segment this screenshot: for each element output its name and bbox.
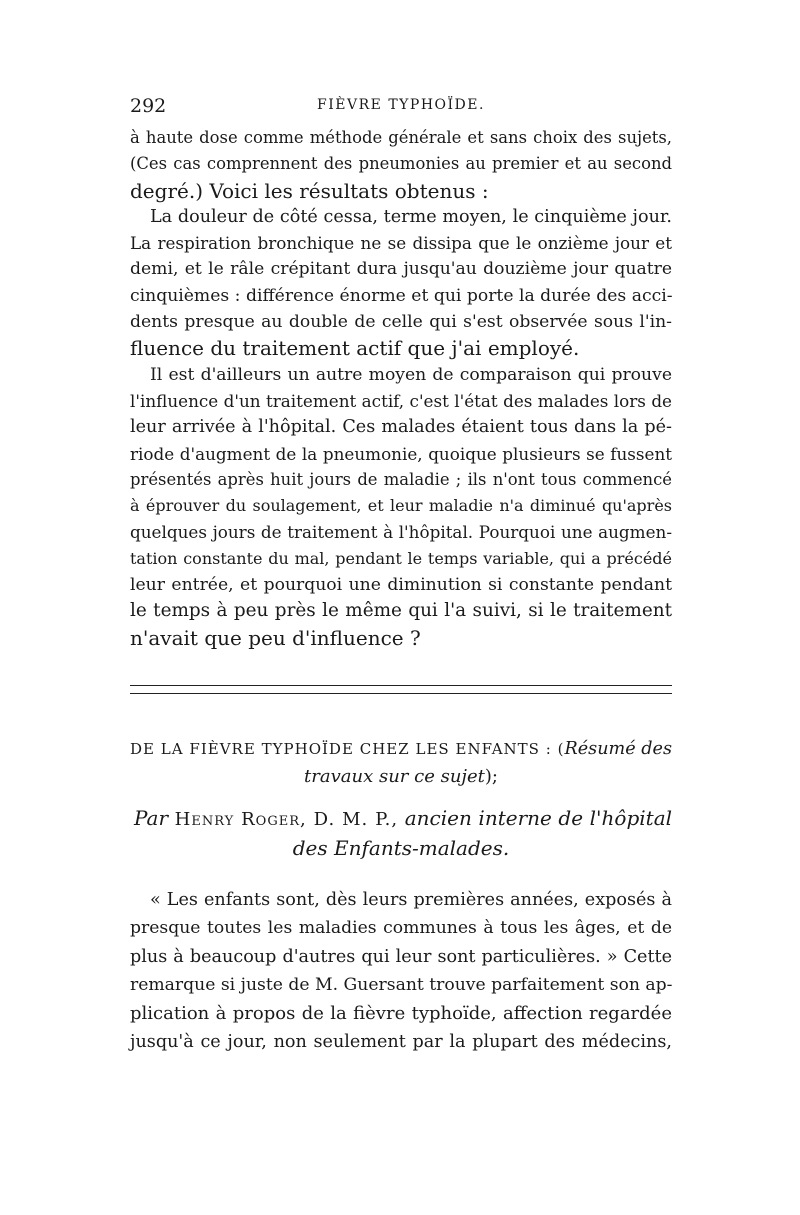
text-line: l'influence d'un traitement actif, c'est l'état des malades lors de (130, 390, 672, 411)
text-line: à éprouver du soulagement, et leur maladie n'a diminué qu'après (130, 496, 672, 516)
heading-suffix: ); (484, 765, 498, 787)
text-line: La douleur de côté cessa, terme moyen, le cinquième jour. (150, 206, 672, 227)
text-line: plication à propos de la fièvre typhoïde, affection regardée (130, 1002, 672, 1024)
text-line: n'avait que peu d'influence ? (130, 625, 421, 650)
author-role: ancien interne de l'hôpital (404, 805, 673, 830)
section-children-text (130, 886, 672, 1057)
text-line: leur entrée, et pourquoi une diminution si constante pendant (130, 575, 672, 596)
text-line: Il est d'ailleurs un autre moyen de comparaison qui prouve (150, 364, 672, 385)
text-line: à haute dose comme méthode générale et sans choix des sujets, (130, 128, 672, 147)
section-divider-rule (130, 685, 672, 694)
text-line: demi, et le râle crépitant dura jusqu'au douzième jour quatre (130, 259, 672, 280)
text-line: cinquièmes : différence énorme et qui porte la durée des acci- (130, 285, 673, 306)
text-line: présentés après huit jours de maladie ; ils n'ont tous commencé (130, 469, 672, 489)
text-line: jusqu'à ce jour, non seulement par la plupart des médecins, (130, 1032, 672, 1053)
byline-par: Par (134, 805, 169, 830)
section-pneumonia-text (130, 125, 672, 651)
text-line: fluence du traitement actif que j'ai employé. (130, 336, 580, 361)
text-line: tation constante du mal, pendant le temps variable, qui a précédé (130, 548, 672, 568)
heading-title: DE LA FIÈVRE TYPHOÏDE CHEZ LES ENFANTS : ( (130, 739, 565, 758)
heading-italic-part: Résumé des (564, 738, 672, 759)
text-line: le temps à peu près le même qui l'a suivi, si le traitement (130, 600, 672, 622)
page-number: 292 (130, 95, 167, 117)
text-line: La respiration bronchique ne se dissipa que le onzième jour et (130, 233, 672, 254)
section-heading (130, 736, 672, 790)
text-line: quelques jours de traitement à l'hôpital. Pourquoi une augmen- (130, 522, 672, 543)
text-line: leur arrivée à l'hôpital. Ces malades étaient tous dans la pé- (130, 417, 672, 438)
text-line: remarque si juste de M. Guersant trouve parfaitement son ap- (130, 975, 673, 996)
author-name: Henry Roger, D. M. P., (174, 808, 399, 830)
text-line: plus à beaucoup d'autres qui leur sont particulières. » Cette (130, 946, 672, 967)
running-title: FIÈVRE TYPHOÏDE. (317, 97, 485, 113)
text-line: riode d'augment de la pneumonie, quoique plusieurs se fussent (130, 443, 672, 464)
text-line: dents presque au double de celle qui s'est observée sous l'in- (130, 312, 672, 333)
text-line: « Les enfants sont, dès leurs premières années, exposés à (150, 889, 672, 910)
page (130, 95, 672, 1057)
running-head (130, 95, 672, 125)
author-role: des Enfants-malades. (292, 835, 510, 860)
text-line: (Ces cas comprennent des pneumonies au premier et au second (130, 154, 672, 174)
text-line: degré.) Voici les résultats obtenus : (130, 178, 489, 203)
author-byline (130, 804, 672, 863)
heading-italic-part: travaux sur ce sujet (304, 765, 485, 787)
text-line: presque toutes les maladies communes à tous les âges, et de (130, 918, 672, 939)
